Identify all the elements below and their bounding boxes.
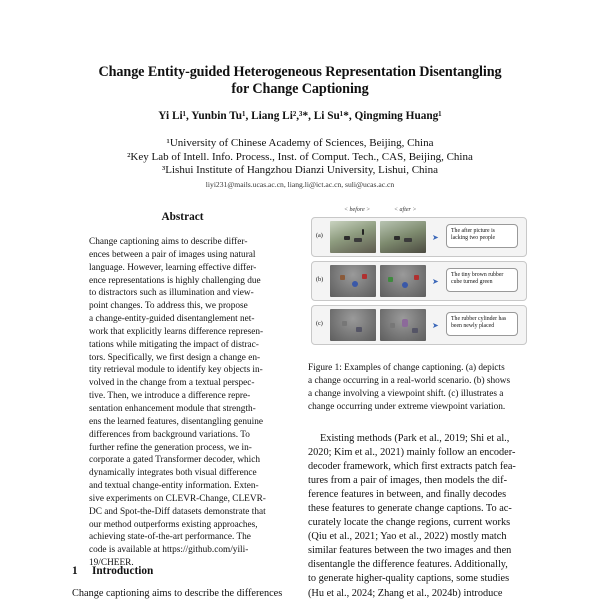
- caption-line: a change occurring in a real-world scenario. (b) shows: [308, 375, 511, 386]
- body-line: disentangle the difference features. Additionally,: [308, 559, 508, 571]
- body-line: tures from a pair of images, then models the dif-: [308, 475, 508, 487]
- abstract-line: work that explicitly learns difference represen-: [89, 326, 264, 337]
- section-title: Introduction: [92, 565, 154, 577]
- panel-tag: (b): [316, 276, 324, 283]
- abstract-line: ence representations is highly challenging due: [89, 275, 261, 286]
- abstract-line: sive experiments on CLEVR-Change, CLEVR-: [89, 493, 266, 504]
- abstract-line: 19/CHEER.: [89, 558, 134, 569]
- section-number: 1: [72, 565, 78, 577]
- body-line: decoder framework, which first extracts patch fea-: [308, 461, 516, 473]
- caption-line: change occurring under extreme viewpoint variation.: [308, 401, 506, 412]
- abstract-line: Change captioning aims to describe differ-: [89, 237, 248, 247]
- abstract-line: ens the learned features, disentangling genuine: [89, 416, 263, 427]
- author-emails: liyi231@mails.ucas.ac.cn, liang.li@ict.ac.cn, suli@ucas.ac.cn: [205, 180, 395, 189]
- figure-panel-a: [311, 217, 527, 257]
- figure-panel-c: [311, 305, 527, 345]
- body-line: (Qiu et al., 2021; Yao et al., 2022) mostly match: [308, 531, 507, 543]
- abstract-heading: Abstract: [161, 211, 204, 223]
- affiliations: [40, 137, 560, 178]
- body-line: (Hu et al., 2024; Zhang et al., 2024b) introduce: [308, 587, 503, 599]
- figure-panel-b: [311, 261, 527, 301]
- panel-caption: The after picture is lacking two people: [446, 224, 518, 248]
- body-line: ference features in between, and finally decodes: [308, 489, 507, 501]
- body-line: similar features between the two images and then: [308, 545, 512, 557]
- panel-caption: The tiny brown rubber cube turned green: [446, 268, 518, 292]
- title-line-2: for Change Captioning: [231, 80, 369, 97]
- abstract-line: volved in the change from a textual perspec-: [89, 378, 255, 389]
- after-label: < after >: [394, 207, 417, 213]
- abstract-line: tity retrieval module to identify key objects in-: [89, 365, 263, 376]
- body-paragraph: [308, 432, 530, 601]
- arrow-icon: ➤: [432, 277, 439, 286]
- arrow-icon: ➤: [432, 321, 439, 330]
- abstract-line: dynamically integrates both visual difference: [89, 468, 257, 479]
- figure-caption: [308, 362, 530, 413]
- abstract-body: [89, 236, 274, 570]
- arrow-icon: ➤: [432, 233, 439, 242]
- body-line: to generate higher-quality captions, some studies: [308, 573, 510, 585]
- abstract-line: to distractors such as illumination and view-: [89, 288, 254, 299]
- after-image: [380, 265, 426, 297]
- intro-paragraph: Change captioning aims to describe the differences: [72, 588, 283, 599]
- affiliation-2: ²Key Lab of Intell. Info. Process., Inst. of Comput. Tech., CAS, Beijing, China: [127, 150, 473, 163]
- panel-caption: The rubber cylinder has been newly placed: [446, 312, 518, 336]
- abstract-line: tors. Specifically, we first design a change en-: [89, 352, 261, 363]
- abstract-line: language. However, learning effective differ-: [89, 262, 257, 273]
- before-image: [330, 265, 376, 297]
- abstract-line: DC and Spot-the-Diff datasets demonstrate that: [89, 506, 266, 517]
- abstract-line: achieving state-of-the-art performance. The: [89, 532, 251, 543]
- section-heading: [72, 565, 153, 577]
- title-line-1: Change Entity-guided Heterogeneous Representation Disentangling: [98, 64, 502, 80]
- affiliation-1: ¹University of Chinese Academy of Sciences, Beijing, China: [166, 137, 434, 149]
- after-image: [380, 221, 426, 253]
- author-list: Yi Li¹, Yunbin Tu¹, Liang Li²,³*, Li Su¹*, Qingming Huang¹: [158, 110, 442, 122]
- before-image: [330, 309, 376, 341]
- abstract-line: tive. Then, we introduce a difference repre-: [89, 391, 251, 402]
- abstract-line: tations while mitigating the impact of distrac-: [89, 339, 259, 350]
- before-image: [330, 221, 376, 253]
- abstract-line: ences between a pair of images using natural: [89, 249, 256, 260]
- abstract-line: further refine the generation process, we in-: [89, 442, 252, 453]
- abstract-line: point changes. To address this, we propose: [89, 301, 248, 312]
- abstract-line: and textual change-entity information. Exten-: [89, 481, 259, 492]
- panel-tag: (c): [316, 320, 323, 327]
- caption-line: a change involving a viewpoint shift. (c) illustrates a: [308, 388, 504, 399]
- panel-tag: (a): [316, 232, 323, 239]
- abstract-line: code is available at https://github.com/yili-: [89, 545, 249, 556]
- abstract-line: our method outperforms existing approaches,: [89, 519, 258, 530]
- abstract-line: a change-entity-guided disentanglement net-: [89, 314, 255, 325]
- affiliation-3: ³Lishui Institute of Hangzhou Dianzi University, Lishui, China: [161, 164, 438, 177]
- abstract-line: corporate a gated Transformer decoder, which: [89, 455, 261, 466]
- body-line: 2020; Kim et al., 2021) mainly follow an encoder-: [308, 447, 516, 459]
- abstract-line: sentation enhancement module that strength-: [89, 403, 256, 414]
- after-image: [380, 309, 426, 341]
- paper-title: [40, 64, 560, 97]
- figure-1: [308, 207, 528, 347]
- caption-line: Figure 1: Examples of change captioning. (a) depicts: [308, 363, 505, 373]
- body-line: curately locate the change regions, current works: [308, 517, 511, 529]
- before-label: < before >: [344, 207, 371, 213]
- body-line: these features to generate change captions. To ac-: [308, 503, 512, 515]
- body-line: Existing methods (Park et al., 2019; Shi et al.,: [320, 433, 510, 444]
- abstract-line: differences from background variations. To: [89, 429, 250, 440]
